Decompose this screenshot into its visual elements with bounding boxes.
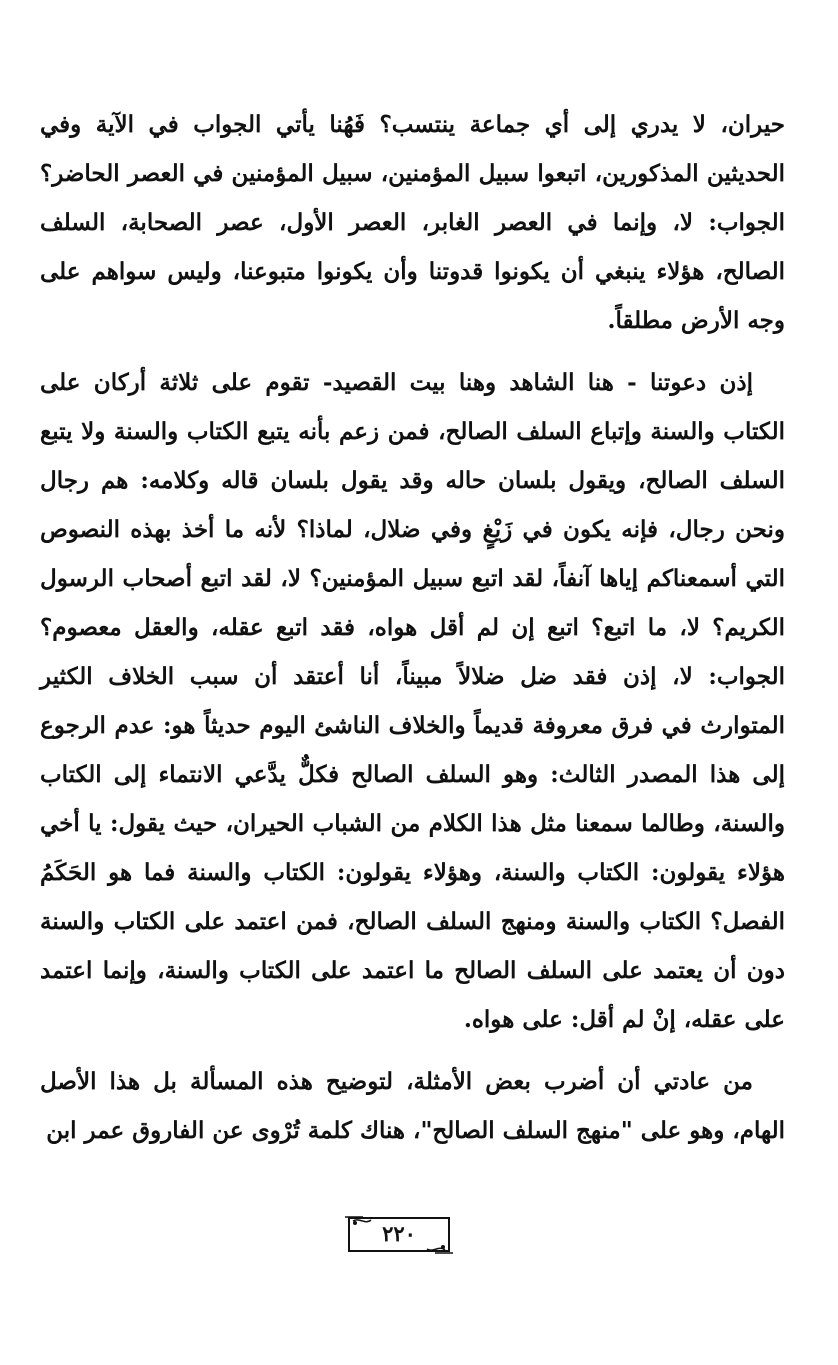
page-number: ٢٢٠ [382, 1221, 416, 1246]
paragraph-3: من عادتي أن أضرب بعض الأمثلة، لتوضيح هذه المسألة بل هذا الأصل الهام، وهو على "منهج السلف الصالح"، هناك كلمة تُرْوى عن الفاروق عمر ابن [40, 1068, 785, 1144]
page-number-frame [343, 1215, 455, 1255]
paragraph-1: حيران، لا يدري إلى أي جماعة ينتسب؟ فَهُنا يأتي الجواب في الآية وفي الحديثين المذكورين، اتبعوا سبيل المؤمنين، سبيل المؤمنين في العصر الحاضر؟ الجواب: لا، وإنما في العصر الغابر، العصر الأول، عصر الصحابة، السلف الصالح، هؤلاء ينبغي أن يكونوا قدوتنا وأن يكونوا متبوعنا، وليس سواهم على وجه الأرض مطلقاً. [40, 111, 785, 334]
page-body [40, 100, 785, 1155]
paragraph-2: إذن دعوتنا - هنا الشاهد وهنا بيت القصيد- تقوم على ثلاثة أركان على الكتاب والسنة وإتباع السلف الصالح، فمن زعم بأنه يتبع الكتاب والسنة ولا يتبع السلف الصالح، ويقول بلسان حاله وقد يقول بلسان قاله وكلامه: هم رجال ونحن رجال، فإنه يكون في زَيْغٍ وفي ضلال، لماذا؟ لأنه ما أخذ بهذه النصوص التي أسمعناكم إياها آنفاً، لقد اتبع سبيل المؤمنين؟ لا، لقد اتبع أصحاب الرسول الكريم؟ لا، ما اتبع؟ اتبع إن لم أقل هواه، فقد اتبع عقله، والعقل معصوم؟ الجواب: لا، إذن فقد ضل ضلالاً مبيناً، أنا أعتقد أن سبب الخلاف الكثير المتوارث في فرق معروفة قديماً والخلاف الناشئ اليوم حديثاً هو: عدم الرجوع إلى هذا المصدر الثالث: وهو السلف الصالح فكلٌّ يدَّعي الانتماء إلى الكتاب والسنة، وطالما سمعنا مثل هذا الكلام من الشباب الحيران، حيث يقول: يا أخي هؤلاء يقولون: الكتاب والسنة، وهؤلاء يقولون: الكتاب والسنة فما هو الحَكَمُ الفصل؟ الكتاب والسنة ومنهج السلف الصالح، فمن اعتمد على الكتاب والسنة دون أن يعتمد على السلف الصالح ما اعتمد على الكتاب والسنة، وإنما اعتمد على عقله، إنْ لم أقل: على هواه. [40, 369, 785, 1033]
